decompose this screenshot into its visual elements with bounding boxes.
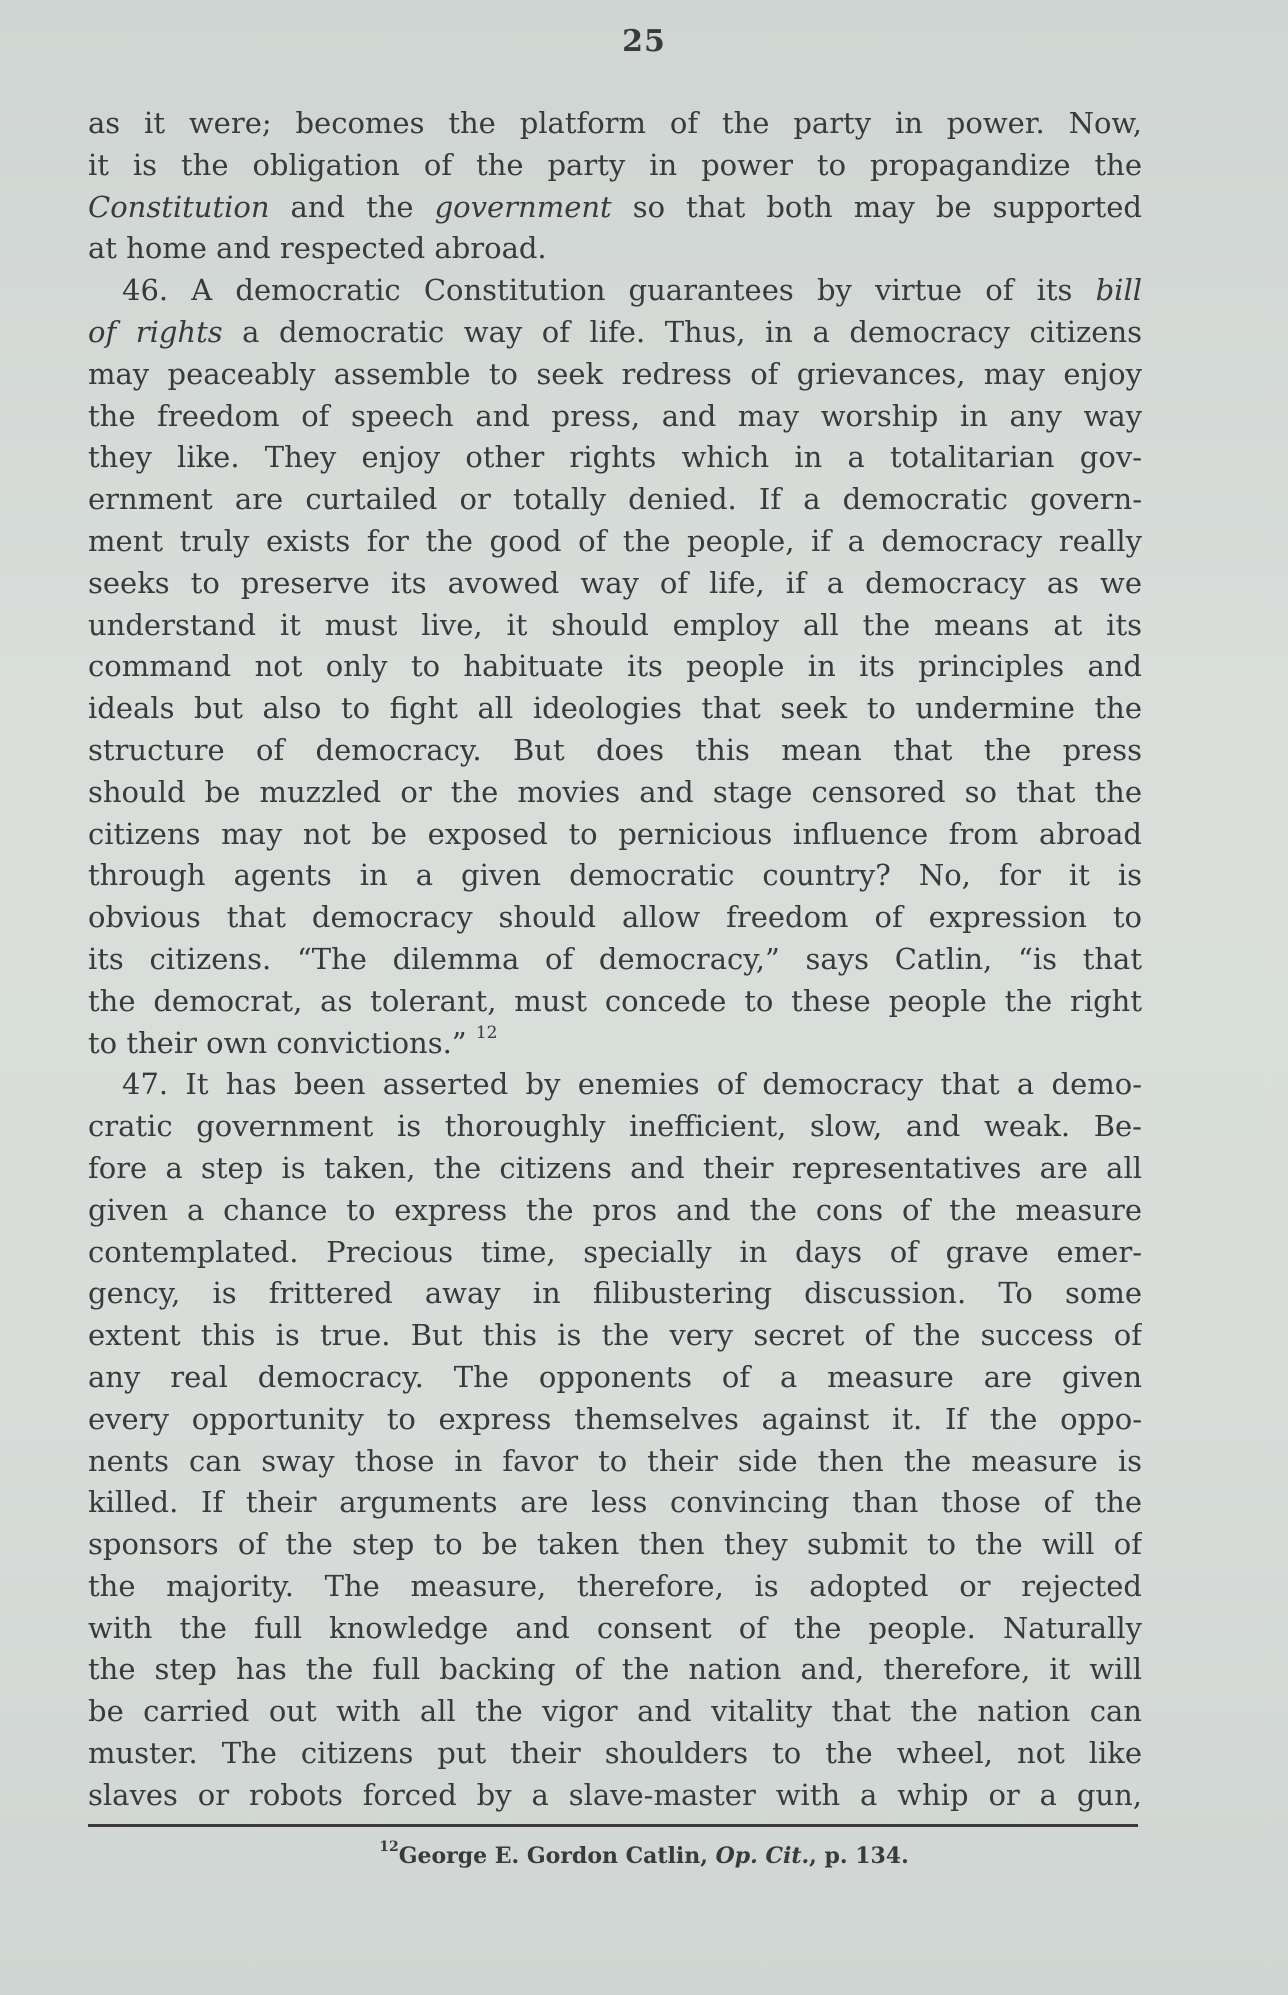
text-line: at home and respected abroad. bbox=[88, 231, 547, 266]
text-line: its citizens. “The dilemma of democracy,” says Catlin, “is that bbox=[88, 941, 1142, 976]
paragraph-47-start: 47. It has been asserted by enemies of democracy that a demo- bbox=[122, 1067, 1142, 1102]
text-line: be carried out with all the vigor and vitality that the nation can bbox=[88, 1694, 1142, 1729]
text-italic: Constitution bbox=[88, 189, 270, 224]
text-run: 46. A democratic Constitution guarantees by virtue of its bbox=[122, 273, 1096, 308]
footnote-divider bbox=[88, 1824, 1138, 1827]
text-line: given a chance to express the pros and the cons of the measure bbox=[88, 1192, 1142, 1227]
text-line: citizens may not be exposed to pernicious influence from abroad bbox=[88, 816, 1142, 851]
text-line: fore a step is taken, the citizens and their representatives are all bbox=[88, 1150, 1142, 1185]
text-line bbox=[88, 187, 1142, 229]
page-number: 25 bbox=[622, 24, 666, 59]
text-italic: government bbox=[434, 189, 612, 224]
footnote-op-cit: Op. Cit. bbox=[715, 1843, 810, 1869]
text-line: it is the obligation of the party in power to propagandize the bbox=[88, 147, 1142, 182]
footnote-marker: 12 bbox=[379, 1838, 399, 1855]
footnote-author: George E. Gordon Catlin, bbox=[398, 1843, 716, 1869]
footnote-page: , p. 134. bbox=[809, 1843, 909, 1869]
text-line: ideals but also to fight all ideologies that seek to undermine the bbox=[88, 691, 1142, 726]
text-line bbox=[88, 312, 1142, 354]
text-run: a democratic way of life. Thus, in a democracy citizens bbox=[222, 314, 1142, 349]
text-line: command not only to habituate its people in its principles and bbox=[88, 649, 1142, 684]
text-line: obvious that democracy should allow freedom of expression to bbox=[88, 900, 1142, 935]
text-line: ment truly exists for the good of the people, if a democracy really bbox=[88, 523, 1142, 558]
text-line: structure of democracy. But does this mean that the press bbox=[88, 732, 1142, 767]
text-line: the majority. The measure, therefore, is adopted or rejected bbox=[88, 1568, 1142, 1603]
text-line: nents can sway those in favor to their side then the measure is bbox=[88, 1443, 1142, 1478]
paragraph-46-start bbox=[88, 270, 1142, 312]
text-run: so that both may be supported bbox=[611, 189, 1142, 224]
text-line: any real democracy. The opponents of a measure are given bbox=[88, 1359, 1142, 1394]
text-line: through agents in a given democratic country? No, for it is bbox=[88, 858, 1142, 893]
body-text bbox=[88, 103, 1142, 1817]
footnote bbox=[0, 1838, 1288, 1869]
text-line: muster. The citizens put their shoulders to the wheel, not like bbox=[88, 1736, 1142, 1771]
text-line: contemplated. Precious time, specially in days of grave emer- bbox=[88, 1234, 1142, 1269]
text-italic: of rights bbox=[88, 314, 223, 349]
text-line: the freedom of speech and press, and may worship in any way bbox=[88, 398, 1142, 433]
text-line: gency, is frittered away in filibustering discussion. To some bbox=[88, 1276, 1142, 1311]
text-line: the democrat, as tolerant, must concede to these people the right bbox=[88, 983, 1142, 1018]
text-italic: bill bbox=[1095, 273, 1142, 308]
text-line: as it were; becomes the platform of the party in power. Now, bbox=[88, 106, 1142, 140]
text-line: should be muzzled or the movies and stage censored so that the bbox=[88, 774, 1142, 809]
text-run: and the bbox=[269, 189, 435, 224]
text-line bbox=[88, 1023, 1142, 1065]
text-line: killed. If their arguments are less convincing than those of the bbox=[88, 1485, 1142, 1520]
text-line: slaves or robots forced by a slave-master with a whip or a gun, bbox=[88, 1777, 1142, 1812]
text-line: sponsors of the step to be taken then they submit to the will of bbox=[88, 1527, 1142, 1562]
text-line: the step has the full backing of the nation and, therefore, it will bbox=[88, 1652, 1142, 1687]
text-line: ernment are curtailed or totally denied. If a democratic govern- bbox=[88, 482, 1142, 517]
footnote-reference: 12 bbox=[475, 1022, 498, 1043]
text-run: to their own convictions.” bbox=[88, 1025, 467, 1060]
text-line: with the full knowledge and consent of the people. Naturally bbox=[88, 1610, 1142, 1645]
text-line: every opportunity to express themselves against it. If the oppo- bbox=[88, 1401, 1142, 1436]
text-line: extent this is true. But this is the very secret of the success of bbox=[88, 1318, 1142, 1353]
text-line: understand it must live, it should employ all the means at its bbox=[88, 607, 1142, 642]
text-line: cratic government is thoroughly inefficient, slow, and weak. Be- bbox=[88, 1109, 1142, 1144]
text-line: they like. They enjoy other rights which in a totalitarian gov- bbox=[88, 440, 1142, 475]
text-line: may peaceably assemble to seek redress of grievances, may enjoy bbox=[88, 356, 1142, 391]
text-line: seeks to preserve its avowed way of life, if a democracy as we bbox=[88, 565, 1142, 600]
